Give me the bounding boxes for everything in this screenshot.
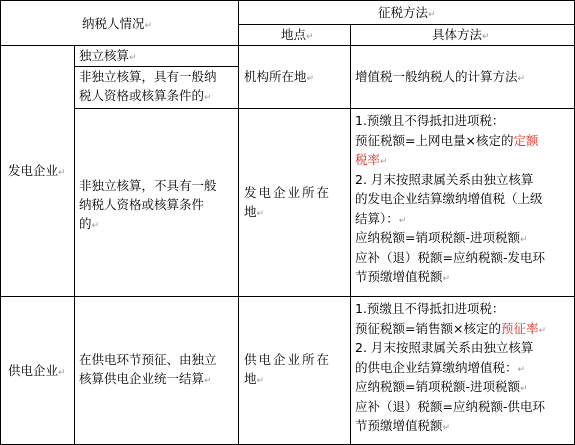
- paragraph-mark-icon: ↵: [58, 168, 66, 178]
- paragraph-mark-icon: ↵: [538, 325, 547, 336]
- paragraph-mark-icon: ↵: [517, 364, 526, 375]
- paragraph-mark-icon: ↵: [256, 376, 265, 386]
- power-supply-method: 1.预缴且不得抵扣进项税： 预征税额=销售额×核定的预征率↵ 2. 月末按照隶属关系由独立核算 的供电企业结算缴纳增值税：↵ 应纳税额=销项税额-进项税额↵ 应补（退）税额=应纳税额-供电环 节预缴增值税额↵: [355, 301, 547, 433]
- paragraph-mark-icon: ↵: [58, 368, 66, 378]
- paragraph-mark-icon: ↵: [256, 209, 265, 219]
- col-line-1: [238, 0, 239, 445]
- paragraph-mark-icon: ↵: [306, 74, 315, 84]
- table-border-top: [0, 0, 575, 1]
- paragraph-mark-icon: ↵: [520, 384, 528, 394]
- header-collection-method: 征税方法↵: [378, 5, 436, 20]
- paragraph-mark-icon: ↵: [129, 53, 137, 63]
- power-supply-enterprise-label: 供电企业↵: [8, 363, 66, 378]
- paragraph-mark-icon: ↵: [442, 423, 451, 433]
- col-line-2: [74, 45, 75, 445]
- paragraph-mark-icon: ↵: [482, 32, 490, 42]
- non-independent-qualified-location: 机构所在地↵: [244, 69, 315, 84]
- col-line-3: [350, 24, 351, 445]
- row-line-3: [0, 296, 575, 297]
- paragraph-mark-icon: ↵: [517, 74, 526, 84]
- header-specific-method: 具体方法↵: [432, 27, 490, 42]
- paragraph-mark-icon: ↵: [520, 235, 528, 245]
- paragraph-mark-icon: ↵: [398, 215, 407, 226]
- paragraph-mark-icon: ↵: [204, 93, 212, 103]
- paragraph-mark-icon: ↵: [204, 376, 212, 386]
- paragraph-mark-icon: ↵: [442, 274, 451, 284]
- header-taxpayer-situation: 纳税人情况↵: [82, 16, 153, 31]
- power-generation-condition-label: 非独立核算，不具有一般 纳税人资格或核算条件 的↵: [79, 178, 217, 231]
- power-generation-enterprise-label: 发电企业↵: [8, 163, 66, 178]
- paragraph-mark-icon: ↵: [380, 157, 388, 167]
- power-supply-location: 供电企业所在 地↵: [244, 352, 332, 386]
- power-generation-method: 1.预缴且不得抵扣进项税： 预征税额=上网电量×核定的定额 税率↵ 2. 月末按照隶属关系由独立核算 的发电企业结算缴纳增值税（上级 结算）：↵ 应纳税额=销项税额-进项税额↵ 应补（退）税额=应纳税额-发电环 节预缴增值税额↵: [355, 113, 545, 284]
- row-line-2: [74, 108, 575, 109]
- non-independent-qualified-label: 非独立核算，具有一般纳 税人资格或核算条件的↵: [79, 69, 217, 103]
- paragraph-mark-icon: ↵: [91, 221, 100, 231]
- header-location: 地点↵: [281, 27, 314, 42]
- power-generation-location: 发电企业所在 地↵: [244, 185, 332, 219]
- paragraph-mark-icon: ↵: [306, 32, 314, 42]
- non-independent-qualified-method: 增值税一般纳税人的计算方法↵: [355, 69, 526, 84]
- paragraph-mark-icon: ↵: [144, 21, 153, 31]
- power-supply-condition-label: 在供电环节预征、由独立 核算供电企业统一结算↵: [79, 352, 217, 386]
- paragraph-mark-icon: ↵: [428, 10, 436, 20]
- table-border-left: [0, 0, 1, 445]
- independent-accounting-label: 独立核算↵: [79, 48, 137, 63]
